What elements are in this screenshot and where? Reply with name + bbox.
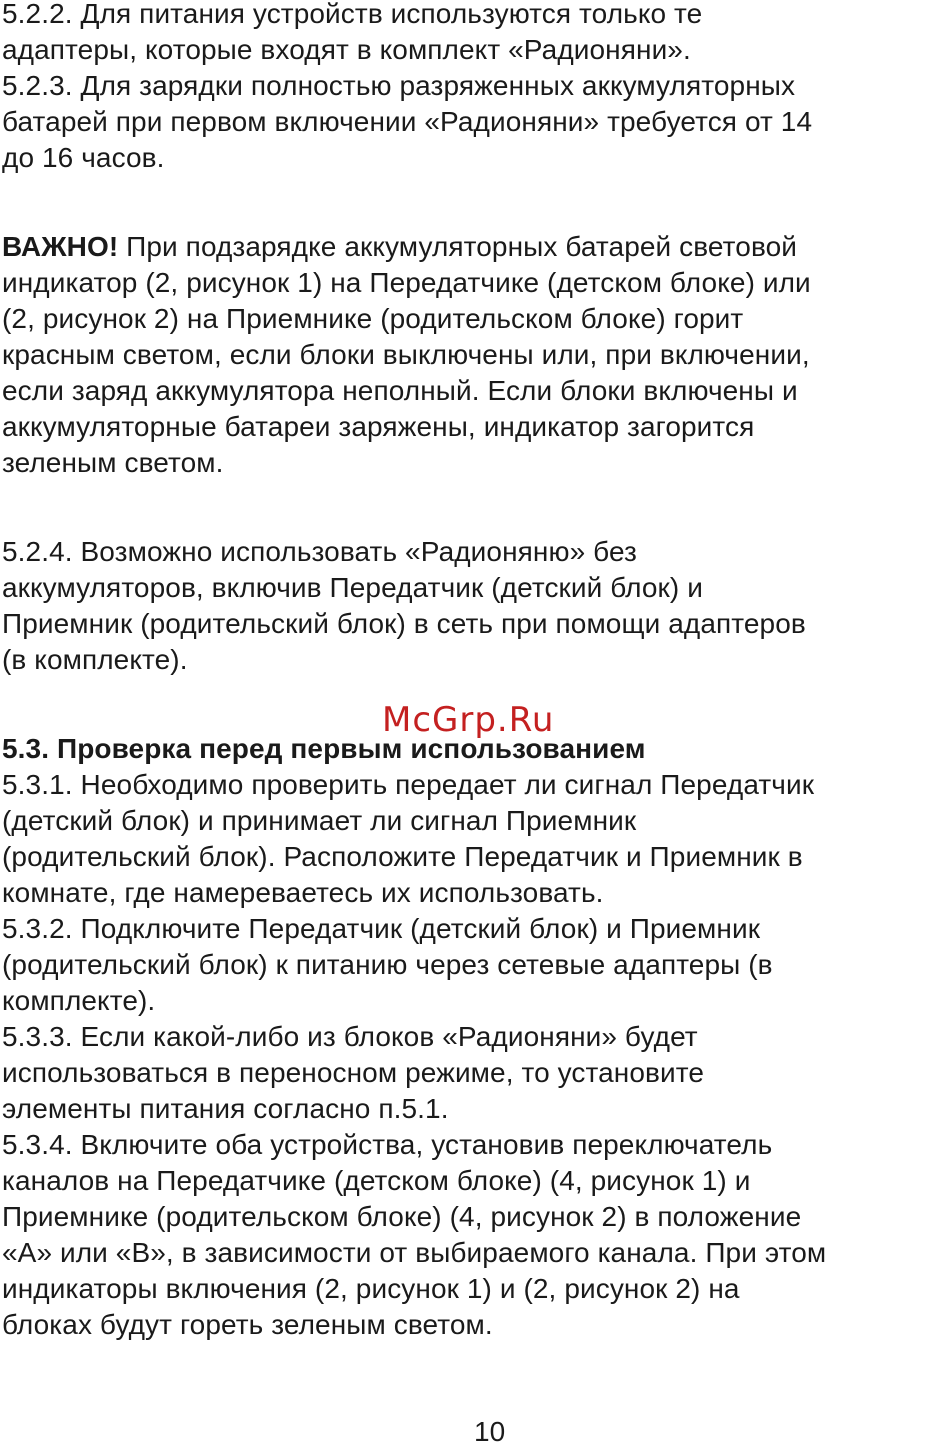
important-note-first-text: При подзарядке аккумуляторных батарей световой <box>118 231 798 262</box>
section-line-5: 5.3.2. Подключите Передатчик (детский блок) и Приемник <box>2 913 761 944</box>
section-line-14: «A» или «B», в зависимости от выбираемого канала. При этом <box>2 1237 827 1268</box>
paragraph-5-2-3-line-1: 5.2.3. Для зарядки полностью разряженных аккумуляторных <box>2 70 796 101</box>
watermark: McGrp.Ru <box>382 700 555 740</box>
section-line-10: элементы питания согласно п.5.1. <box>2 1093 449 1124</box>
paragraph-5-2-2-line-2: адаптеры, которые входят в комплект «Радионяни». <box>2 34 691 65</box>
section-line-7: комплекте). <box>2 985 156 1016</box>
important-note-line-3: (2, рисунок 2) на Приемнике (родительском блоке) горит <box>2 303 744 334</box>
paragraph-5-2-4-line-4: (в комплекте). <box>2 644 188 675</box>
section-line-1: 5.3.1. Необходимо проверить передает ли сигнал Передатчик <box>2 769 815 800</box>
important-note-line-5: если заряд аккумулятора неполный. Если блоки включены и <box>2 375 798 406</box>
section-line-16: блоках будут гореть зеленым светом. <box>2 1309 493 1340</box>
section-line-12: каналов на Передатчике (детском блоке) (4, рисунок 1) и <box>2 1165 751 1196</box>
important-note-line-6: аккумуляторные батареи заряжены, индикатор загорится <box>2 411 755 442</box>
section-line-9: использоваться в переносном режиме, то установите <box>2 1057 705 1088</box>
paragraph-5-2-2-line-1: 5.2.2. Для питания устройств используются только те <box>2 0 703 29</box>
paragraph-5-2-4-line-1: 5.2.4. Возможно использовать «Радионяню» без <box>2 536 637 567</box>
paragraph-5-2-3-line-2: батарей при первом включении «Радионяни» требуется от 14 <box>2 106 813 137</box>
section-heading: 5.3. Проверка перед первым использованием <box>2 733 646 764</box>
section-line-11: 5.3.4. Включите оба устройства, установив переключатель <box>2 1129 773 1160</box>
paragraph-5-2-4-line-3: Приемник (родительский блок) в сеть при помощи адаптеров <box>2 608 806 639</box>
section-line-4: комнате, где намереваетесь их использовать. <box>2 877 604 908</box>
important-label: ВАЖНО! <box>2 231 119 262</box>
important-note-line-4: красным светом, если блоки выключены или, при включении, <box>2 339 810 370</box>
important-note-line-1 <box>2 229 797 265</box>
section-line-13: Приемнике (родительском блоке) (4, рисунок 2) в положение <box>2 1201 802 1232</box>
section-line-3: (родительский блок). Расположите Передатчик и Приемник в <box>2 841 803 872</box>
section-line-2: (детский блок) и принимает ли сигнал Приемник <box>2 805 637 836</box>
section-line-8: 5.3.3. Если какой-либо из блоков «Радионяни» будет <box>2 1021 698 1052</box>
section-line-15: индикаторы включения (2, рисунок 1) и (2, рисунок 2) на <box>2 1273 740 1304</box>
important-note-line-7: зеленым светом. <box>2 447 224 478</box>
paragraph-5-2-3-line-3: до 16 часов. <box>2 142 165 173</box>
paragraph-5-2-4-line-2: аккумуляторов, включив Передатчик (детский блок) и <box>2 572 703 603</box>
section-line-6: (родительский блок) к питанию через сетевые адаптеры (в <box>2 949 773 980</box>
important-note-line-2: индикатор (2, рисунок 1) на Передатчике (детском блоке) или <box>2 267 811 298</box>
page-number: 10 <box>474 1416 506 1447</box>
